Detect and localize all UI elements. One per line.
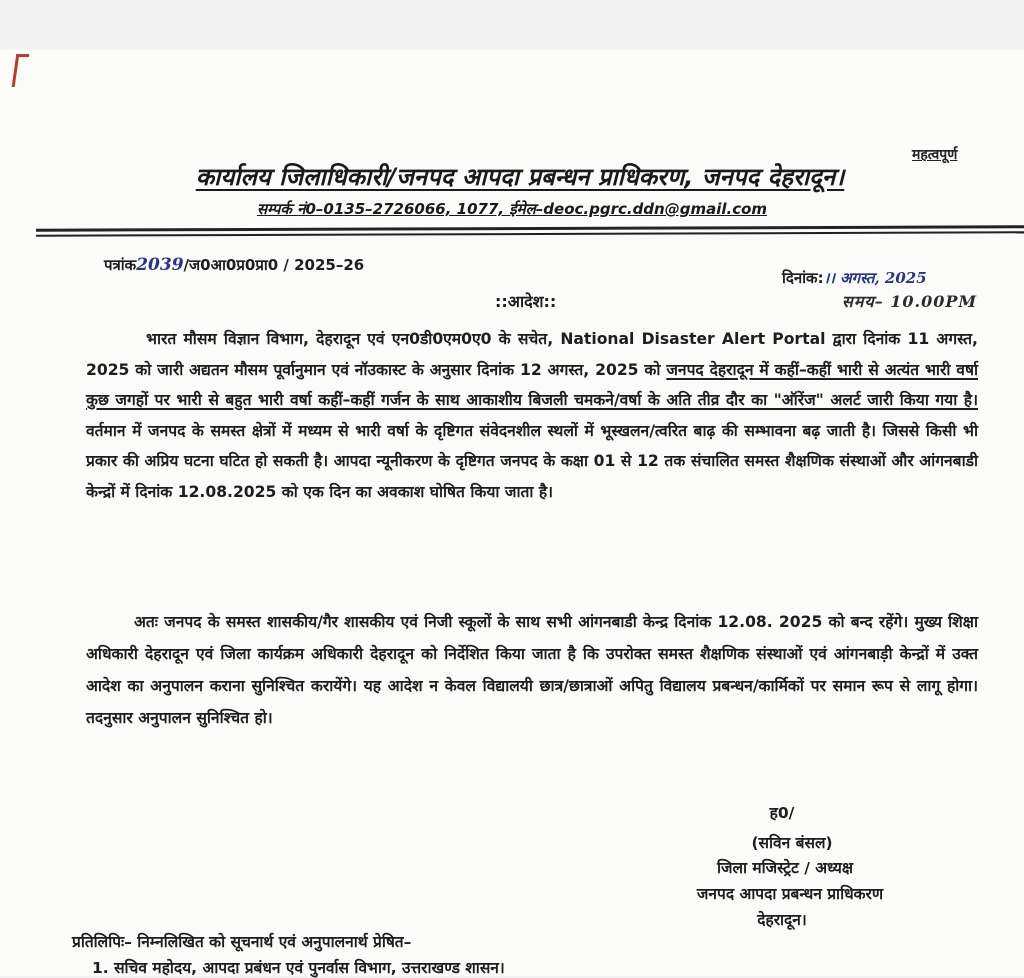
- signatory-authority: जनपद आपदा प्रबन्धन प्राधिकरण: [696, 885, 884, 903]
- signatory-name: (सविन बंसल): [751, 834, 833, 852]
- time-note-handwritten: समय– 10.00PM: [842, 292, 978, 311]
- p1-rest: वर्तमान में जनपद के समस्त क्षेत्रों में मध्यम से भारी वर्षा के दृष्टिगत संवेदनशील स्थलों में भूस्खलन/त्वरित बाढ़ की सम्भावना बढ़ जाती है। जिससे किसी भी प्रकार की अप्रिय घटना घटित हो सकती है। आपदा न्यूनीकरण के दृष्टिगत जनपद के कक्षा 01 से 12 तक संचालित समस्त शैक्षणिक संस्थाओं और आंगनबाडी केन्द्रों में दिनांक 12.08.2025 को एक दिन का अवकाश घोषित किया जाता है।: [86, 421, 978, 501]
- copy-to-label: प्रतिलिपिः– निम्नलिखित को सूचनार्थ एवं अनुपालनार्थ प्रेषित–: [72, 933, 412, 951]
- orange-alert-text: जनपद देहरादून में कहीं–कहीं भारी से अत्यंत भारी वर्षा कुछ जगहों पर भारी से बहुत भारी वर्षा कहीं–कहीं गर्जन के साथ आकाशीय बिजली चमकने/वर्षा के अति तीव्र दौर का "ऑरेंज" अलर्ट जारी किया गया है।: [86, 360, 978, 409]
- date-label: दिनांक:: [782, 269, 824, 287]
- order-paragraph-1: [86, 324, 978, 507]
- signatory-designation: जिला मजिस्ट्रेट / अध्यक्ष: [716, 859, 854, 877]
- copy-to-item: 1. सचिव महोदय, आपदा प्रबंधन एवं पुनर्वास विभाग, उत्तराखण्ड शासन।: [92, 959, 505, 977]
- ref-number-handwritten: 2039: [136, 255, 184, 275]
- date-value: ।। अगस्त, 2025: [823, 269, 927, 287]
- important-stamp: महत्वपूर्ण: [912, 147, 958, 163]
- reference-number: [104, 255, 364, 275]
- signed-mark: ह0/: [769, 804, 795, 822]
- contact-line: सम्पर्क नं0–0135–2726066, 1077, ईमेल–deoc.pgrc.ddn@gmail.com: [256, 200, 768, 218]
- ref-suffix: /ज0आ0प्र0प्रा0 / 2025–26: [183, 256, 365, 274]
- office-title: कार्यालय जिलाधिकारी/जनपद आपदा प्रबन्धन प्राधिकरण, जनपद देहरादून।: [195, 163, 845, 191]
- p1-intro: भारत मौसम विज्ञान विभाग, देहरादून एवं एन0डी0एम0ए0 के सचेत, National Disaster Alert Portal द्वारा दिनांक 11 अगस्त, 2025 को जारी अद्यतन मौसम पूर्वानुमान एवं नॉउकास्ट के अनुसार दिनांक 12 अगस्त, 2025 को: [86, 330, 978, 379]
- order-paragraph-2: अतः जनपद के समस्त शासकीय/गैर शासकीय एवं निजी स्कूलों के साथ सभी आंगनबाडी केन्द्र दिनांक 12.08. 2025 को बन्द रहेंगे। मुख्य शिक्षा अधिकारी देहरादून एवं जिला कार्यक्रम अधिकारी देहरादून को निर्देशित किया जाता है कि उपरोक्त समस्त शैक्षणिक संस्थाओं एवं आंगनबाड़ी केन्द्रों में उक्त आदेश का अनुपालन कराना सुनिश्चित करायेंगे। यह आदेश न केवल विद्यालयी छात्र/छात्राओं अपितु विद्यालय प्रबन्धन/कार्मिकों पर समान रूप से लागू होगा। तदनुसार अनुपालन सुनिश्चित हो।: [86, 613, 978, 727]
- order-heading: ::आदेश::: [495, 292, 557, 311]
- signatory-place: देहरादून।: [757, 911, 807, 929]
- ref-label: पत्रांक: [104, 256, 137, 274]
- order-date: [782, 268, 927, 288]
